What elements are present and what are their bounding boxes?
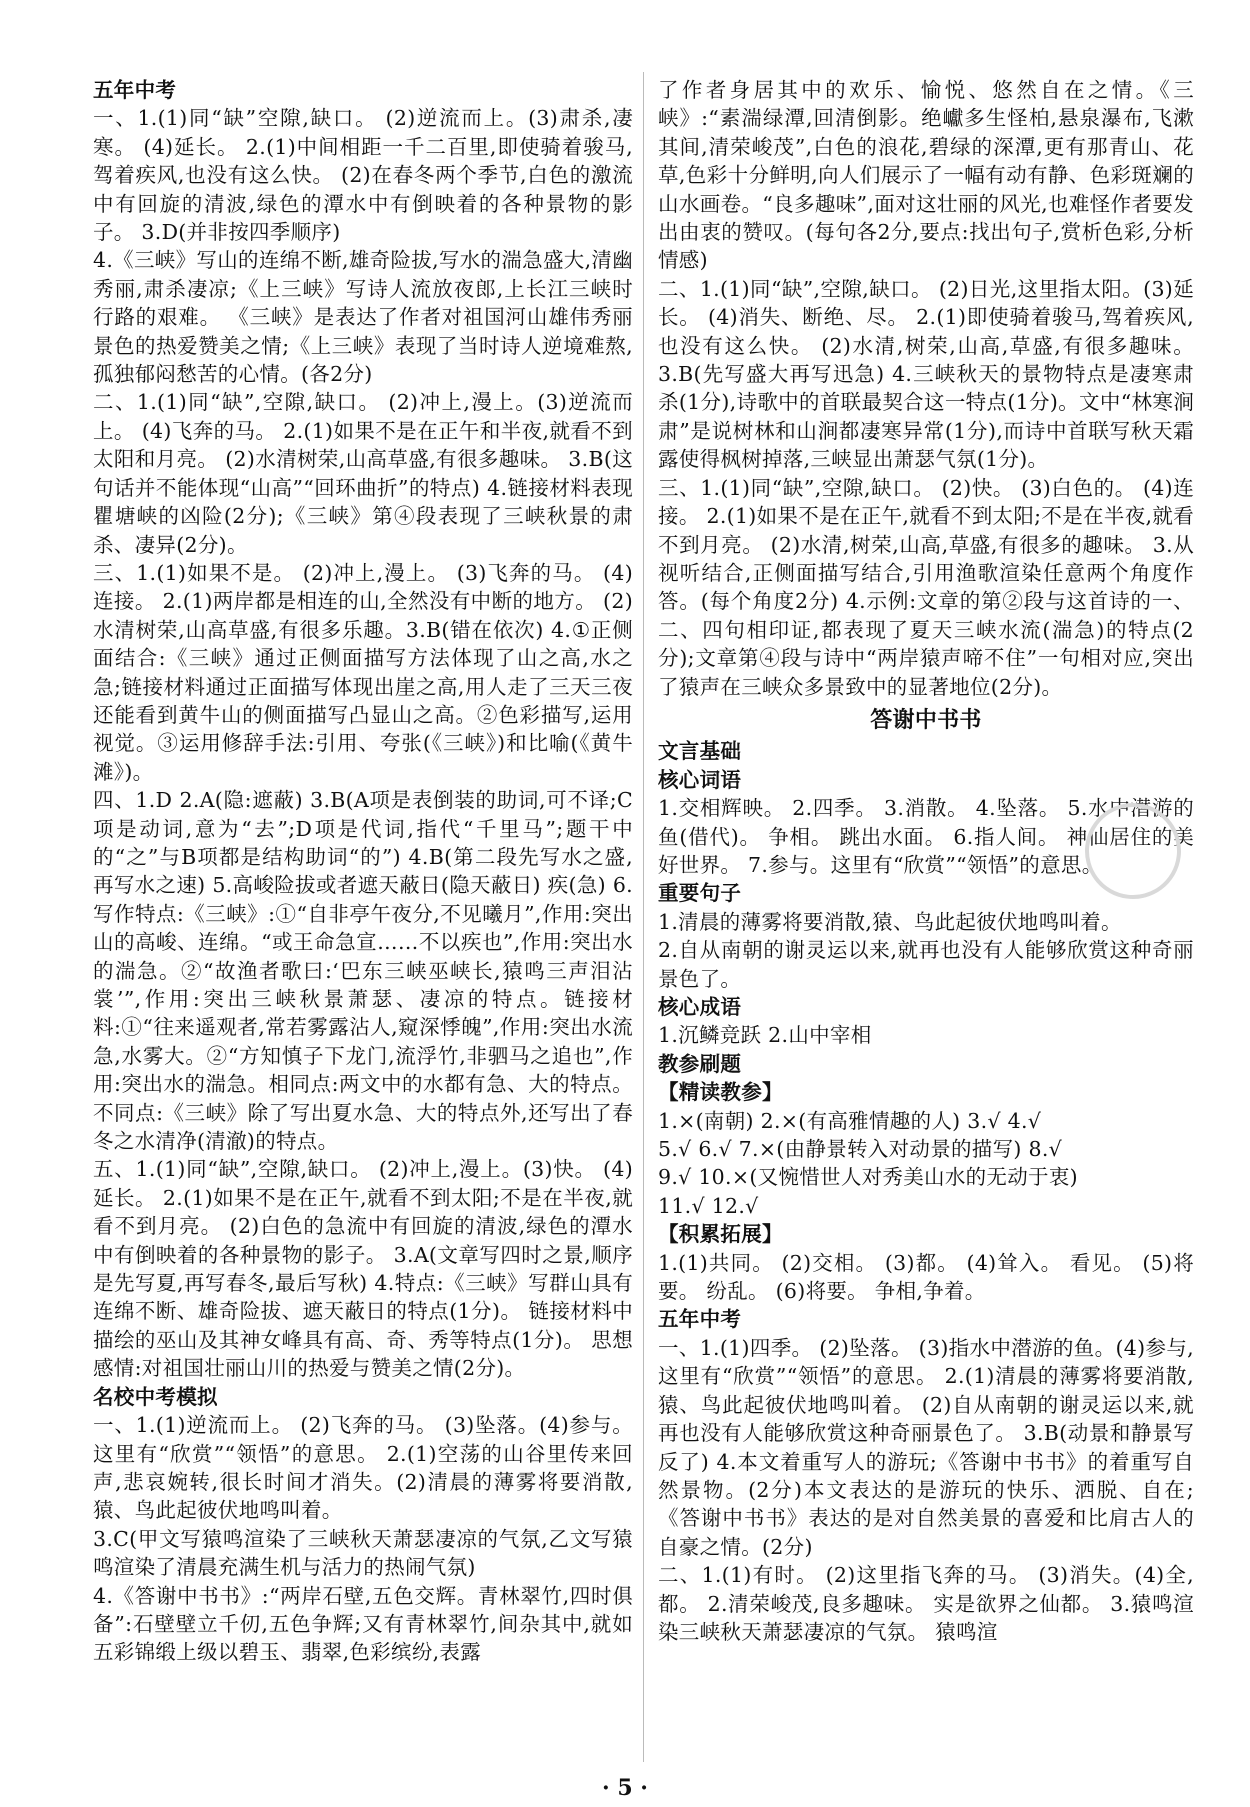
answer-paragraph: 一、1.(1)逆流而上。 (2)飞奔的马。 (3)坠落。(4)参与。这里有“欣赏”“领悟”的意思。 2.(1)空荡的山谷里传来回声,悲哀婉转,很长时间才消失。(2)清晨的薄雾将要消散,猿、鸟此起彼伏地鸣叫着。 xyxy=(93,1413,633,1523)
answer-paragraph: 二、1.(1)同“缺”,空隙,缺口。 (2)日光,这里指太阳。(3)延长。 (4)消失、断绝、尽。 2.(1)即使骑着骏马,驾着疾风,也没有这么快。 (2)水清,树荣,山高,草盛,有很多趣味。 3.B(先写盛大再写迅急) 4.三峡秋天的景物特点是凄寒肃杀(1分),诗歌中的首联最契合这一特点(1分)。文中“林寒涧肃”是说树林和山涧都凄寒异常(1分),而诗中首联写秋天霜露使得枫树掉落,三峡显出萧瑟气氛(1分)。 xyxy=(658,276,1194,472)
section-heading: 文言基础 xyxy=(658,739,742,764)
answer-paragraph: 二、1.(1)同“缺”,空隙,缺口。 (2)冲上,漫上。(3)逆流而上。 (4)飞奔的马。 2.(1)如果不是在正午和半夜,就看不到太阳和月亮。 (2)水清树荣,山高草盛,有很多趣味。 3.B(这句话并不能体现“山高”“回环曲折”的特点) 4.链接材料表现瞿塘峡的凶险(2分);《三峡》第④段表现了三峡秋景的肃杀、凄异(2分)。 xyxy=(93,390,633,557)
section-heading: 五年中考 xyxy=(658,1307,742,1332)
answer-paragraph: 11.√ 12.√ xyxy=(658,1193,759,1218)
answer-paragraph: 四、1.D 2.A(隐:遮蔽) 3.B(A项是表倒装的助词,可不译;C项是动词,意为“去”;D项是代词,指代“千里马”;题干中的“之”与B项都是结构助词“的”) 4.B(第二段先写水之盛,再写水之速) 5.高峻险拔或者遮天蔽日(隐天蔽日) 疾(急) 6.写作特点:《三峡》:①“自非亭午夜分,不见曦月”,作用:突出山的高峻、连绵。“或王命急宣……不以疾也”,作用:突出水的湍急。②“故渔者歌曰:‘巴东三峡巫峡长,猿鸣三声泪沾裳’”,作用:突出三峡秋景萧瑟、凄凉的特点。链接材料:①“往来遥观者,常若雾露沾人,窥深悸魄”,作用:突出水流急,水雾大。②“方知慎子下龙门,流浮竹,非驷马之追也”,作用:突出水的湍急。相同点:两文中的水都有急、大的特点。不同点:《三峡》除了写出夏水急、大的特点外,还写出了春冬之水清净(清澈)的特点。 xyxy=(93,788,633,1154)
column-divider xyxy=(643,72,644,1762)
section-heading: 五年中考 xyxy=(93,78,177,102)
section-heading: 教参刷题 xyxy=(658,1051,742,1076)
answer-paragraph: 2.自从南朝的谢灵运以来,就再也没有人能够欣赏这种奇丽景色了。 xyxy=(658,938,1194,991)
answer-paragraph: 1.清晨的薄雾将要消散,猿、鸟此起彼伏地鸣叫着。 xyxy=(658,909,1122,934)
section-heading: 重要句子 xyxy=(658,881,742,906)
left-column xyxy=(93,76,633,1667)
section-heading: 名校中考模拟 xyxy=(93,1384,218,1409)
section-heading: 【精读教参】 xyxy=(658,1080,783,1105)
section-heading: 【积累拓展】 xyxy=(658,1222,783,1247)
answer-paragraph: 了作者身居其中的欢乐、愉悦、悠然自在之情。《三峡》:“素湍绿潭,回清倒影。绝巘多生怪柏,悬泉瀑布,飞漱其间,清荣峻茂”,白色的浪花,碧绿的深潭,更有那青山、花草,色彩十分鲜明,向人们展示了一幅有动有静、色彩斑斓的山水画卷。“良多趣味”,面对这壮丽的风光,也难怪作者要发出由衷的赞叹。(每句各2分,要点:找出句子,赏析色彩,分析情感) xyxy=(658,78,1194,273)
answer-paragraph: 1.沉鳞竞跃 2.山中宰相 xyxy=(658,1023,872,1048)
section-heading: 核心词语 xyxy=(658,767,742,792)
answer-paragraph: 一、1.(1)四季。 (2)坠落。 (3)指水中潜游的鱼。(4)参与,这里有“欣赏”“领悟”的意思。 2.(1)清晨的薄雾将要消散,猿、鸟此起彼伏地鸣叫着。 (2)自从南朝的谢灵运以来,就再也没有人能够欣赏这种奇丽景色了。 3.B(动景和静景写反了) 4.本文着重写人的游玩;《答谢中书书》的着重写自然景物。(2分)本文表达的是游玩的快乐、洒脱、自在;《答谢中书书》表达的是对自然美景的喜爱和比肩古人的自豪之情。(2分) xyxy=(658,1335,1194,1559)
answer-paragraph: 三、1.(1)同“缺”,空隙,缺口。 (2)快。 (3)白色的。 (4)连接。 2.(1)如果不是在正午,就看不到太阳;不是在半夜,就看不到月亮。 (2)水清,树荣,山高,草盛,有很多的趣味。 3.从视听结合,正侧面描写结合,引用渔歌渲染任意两个角度作答。(每个角度2分) 4.示例:文章的第②段与这首诗的一、二、四句相印证,都表现了夏天三峡水流(湍急)的特点(2分);文章第④段与诗中“两岸猿声啼不住”一句相对应,突出了猿声在三峡众多景致中的显著地位(2分)。 xyxy=(658,475,1194,699)
page-number: · 5 · xyxy=(602,1775,648,1801)
answer-paragraph: 9.√ 10.×(又惋惜世人对秀美山水的无动于衷) xyxy=(658,1165,1078,1190)
answer-paragraph: 五、1.(1)同“缺”,空隙,缺口。 (2)冲上,漫上。(3)快。 (4)延长。 2.(1)如果不是在正午,就看不到太阳;不是在半夜,就看不到月亮。 (2)白色的急流中有回旋的清波,绿色的潭水中有倒映着的各种景物的影子。 3.A(文章写四时之景,顺序是先写夏,再写春冬,最后写秋) 4.特点:《三峡》写群山具有连绵不断、雄奇险拔、遮天蔽日的特点(1分)。 链接材料中描绘的巫山及其神女峰具有高、奇、秀等特点(1分)。 思想感情:对祖国壮丽山川的热爱与赞美之情(2分)。 xyxy=(93,1157,633,1381)
answer-paragraph: 1.×(南朝) 2.×(有高雅情趣的人) 3.√ 4.√ xyxy=(658,1108,1042,1133)
lesson-title: 答谢中书书 xyxy=(870,707,982,733)
answer-paragraph: 二、1.(1)有时。 (2)这里指飞奔的马。 (3)消失。(4)全,都。 2.清荣峻茂,良多趣味。 实是欲界之仙都。 3.猿鸣渲染三峡秋天萧瑟凄凉的气氛。 猿鸣渲 xyxy=(658,1563,1194,1644)
answer-paragraph: 5.√ 6.√ 7.×(由静景转入对动景的描写) 8.√ xyxy=(658,1137,1063,1162)
answer-paragraph: 1.交相辉映。 2.四季。 3.消散。 4.坠落。 5.水中潜游的鱼(借代)。 争相。 跳出水面。 6.指人间。 神仙居住的美好世界。 7.参与。这里有“欣赏”“领悟”的意思。 xyxy=(658,796,1194,877)
answer-paragraph: 3.C(甲文写猿鸣渲染了三峡秋天萧瑟凄凉的气氛,乙文写猿鸣渲染了清晨充满生机与活力的热闹气氛) xyxy=(93,1526,633,1580)
answer-paragraph: 1.(1)共同。 (2)交相。 (3)都。 (4)耸入。 看见。 (5)将要。 纷乱。 (6)将要。 争相,争着。 xyxy=(658,1250,1194,1304)
answer-paragraph: 三、1.(1)如果不是。 (2)冲上,漫上。 (3)飞奔的马。 (4)连接。 2.(1)两岸都是相连的山,全然没有中断的地方。 (2)水清树荣,山高草盛,有很多乐趣。3.B(错在依次) 4.①正侧面结合:《三峡》通过正侧面描写方法体现了山之高,水之急;链接材料通过正面描写体现出崖之高,用人走了三天三夜还能看到黄牛山的侧面描写凸显山之高。②色彩描写,运用视觉。③运用修辞手法:引用、夸张(《三峡》)和比喻(《黄牛滩》)。 xyxy=(93,560,633,784)
answer-paragraph: 4.《三峡》写山的连绵不断,雄奇险拔,写水的湍急盛大,清幽秀丽,肃杀凄凉;《上三峡》写诗人流放夜郎,上长江三峡时行路的艰难。 《三峡》是表达了作者对祖国河山雄伟秀丽景色的热爱赞美之情;《上三峡》表现了当时诗人逆境难熬,孤独郁闷愁苦的心情。(各2分) xyxy=(93,248,633,387)
section-heading: 核心成语 xyxy=(658,995,742,1019)
answer-paragraph: 4.《答谢中书书》:“两岸石壁,五色交辉。青林翠竹,四时俱备”:石壁壁立千仞,五色争辉;又有青林翠竹,间杂其中,就如五彩锦缎上级以碧玉、翡翠,色彩缤纷,表露 xyxy=(93,1583,633,1665)
answer-paragraph: 一、1.(1)同“缺”空隙,缺口。 (2)逆流而上。(3)肃杀,凄寒。 (4)延长。 2.(1)中间相距一千二百里,即使骑着骏马,驾着疾风,也没有这么快。 (2)在春冬两个季节,白色的激流中有回旋的清波,绿色的潭水中有倒映着的各种景物的影子。 3.D(并非按四季顺序) xyxy=(93,106,633,245)
